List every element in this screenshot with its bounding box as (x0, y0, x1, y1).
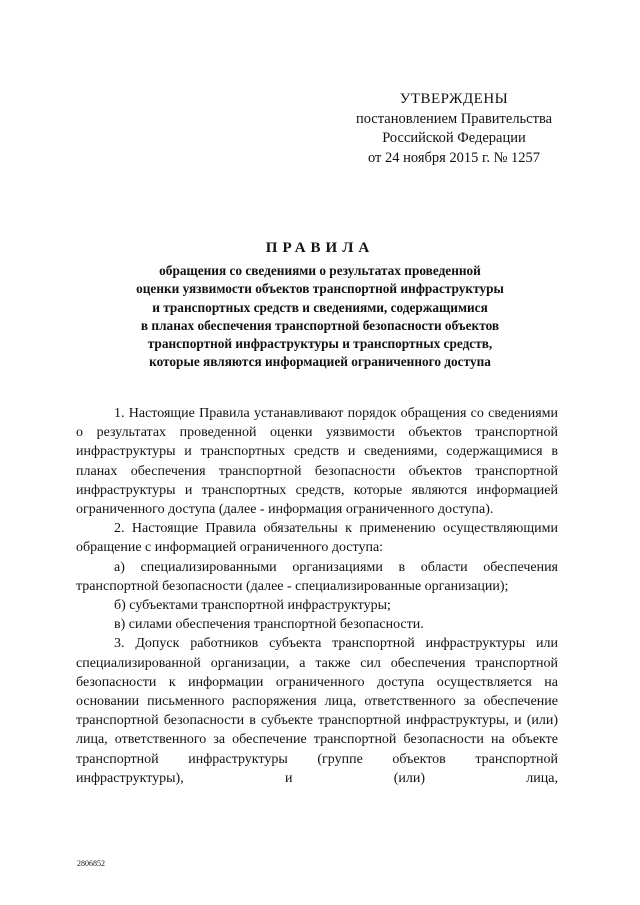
paragraph-1: 1. Настоящие Правила устанавливают порядок обращения со сведениями о результатах проведенной оценки уязвимости объектов транспортной инфраструктуры и транспортных средств и сведениями, содержащимися в планах обеспечения транспортной безопасности объектов транспортной инфраструктуры и транспортных средств, которые являются информацией ограниченного доступа (далее - информация ограниченного доступа). (76, 406, 558, 518)
approval-line-resolution: постановлением Правительства (355, 110, 553, 127)
approval-line-government: Российской Федерации (382, 130, 526, 146)
subtitle-line: транспортной инфраструктуры и транспортных средств, (147, 336, 493, 352)
subtitle-line: и транспортных средств и сведениями, содержащимися (152, 299, 488, 315)
paragraph-2-item-c: в) силами обеспечения транспортной безопасности. (114, 617, 424, 633)
document-code: 2806852 (77, 859, 105, 868)
paragraph-2-item-a: а) специализированными организациями в области обеспечения транспортной безопасности (далее - специализированные организации); (76, 559, 558, 594)
paragraph-2: 2. Настоящие Правила обязательны к применению осуществляющими обращение с информацией ограниченного доступа: (76, 521, 558, 556)
paragraph-3: 3. Допуск работников субъекта транспортной инфраструктуры или специализированной организации, а также сил обеспечения транспортной безопасности к информации ограниченного доступа осуществляется на основании письменного распоряжения лица, ответственного за обеспечение транспортной безопасности в субъекте транспортной инфраструктуры, и (или) лица, ответственного за обеспечение транспортной безопасности на объекте транспортной инфраструктуры (группе объектов транспортной инфраструктуры), и (или) лица, (76, 636, 558, 786)
approval-line-date-number: от 24 ноября 2015 г. № 1257 (367, 149, 541, 166)
subtitle-line: которые являются информацией ограниченного доступа (149, 354, 491, 370)
document-subtitle (70, 262, 570, 372)
approval-heading: УТВЕРЖДЕНЫ (399, 91, 509, 107)
paragraph-2-item-b: б) субъектами транспортной инфраструктуры; (114, 598, 391, 614)
subtitle-line: оценки уязвимости объектов транспортной инфраструктуры (136, 281, 504, 297)
subtitle-line: в планах обеспечения транспортной безопасности объектов (140, 317, 500, 333)
approval-stamp (338, 90, 570, 168)
document-body (76, 404, 558, 788)
subtitle-line: обращения со сведениями о результатах проведенной (159, 263, 481, 278)
document-title: ПРАВИЛА (265, 240, 375, 256)
